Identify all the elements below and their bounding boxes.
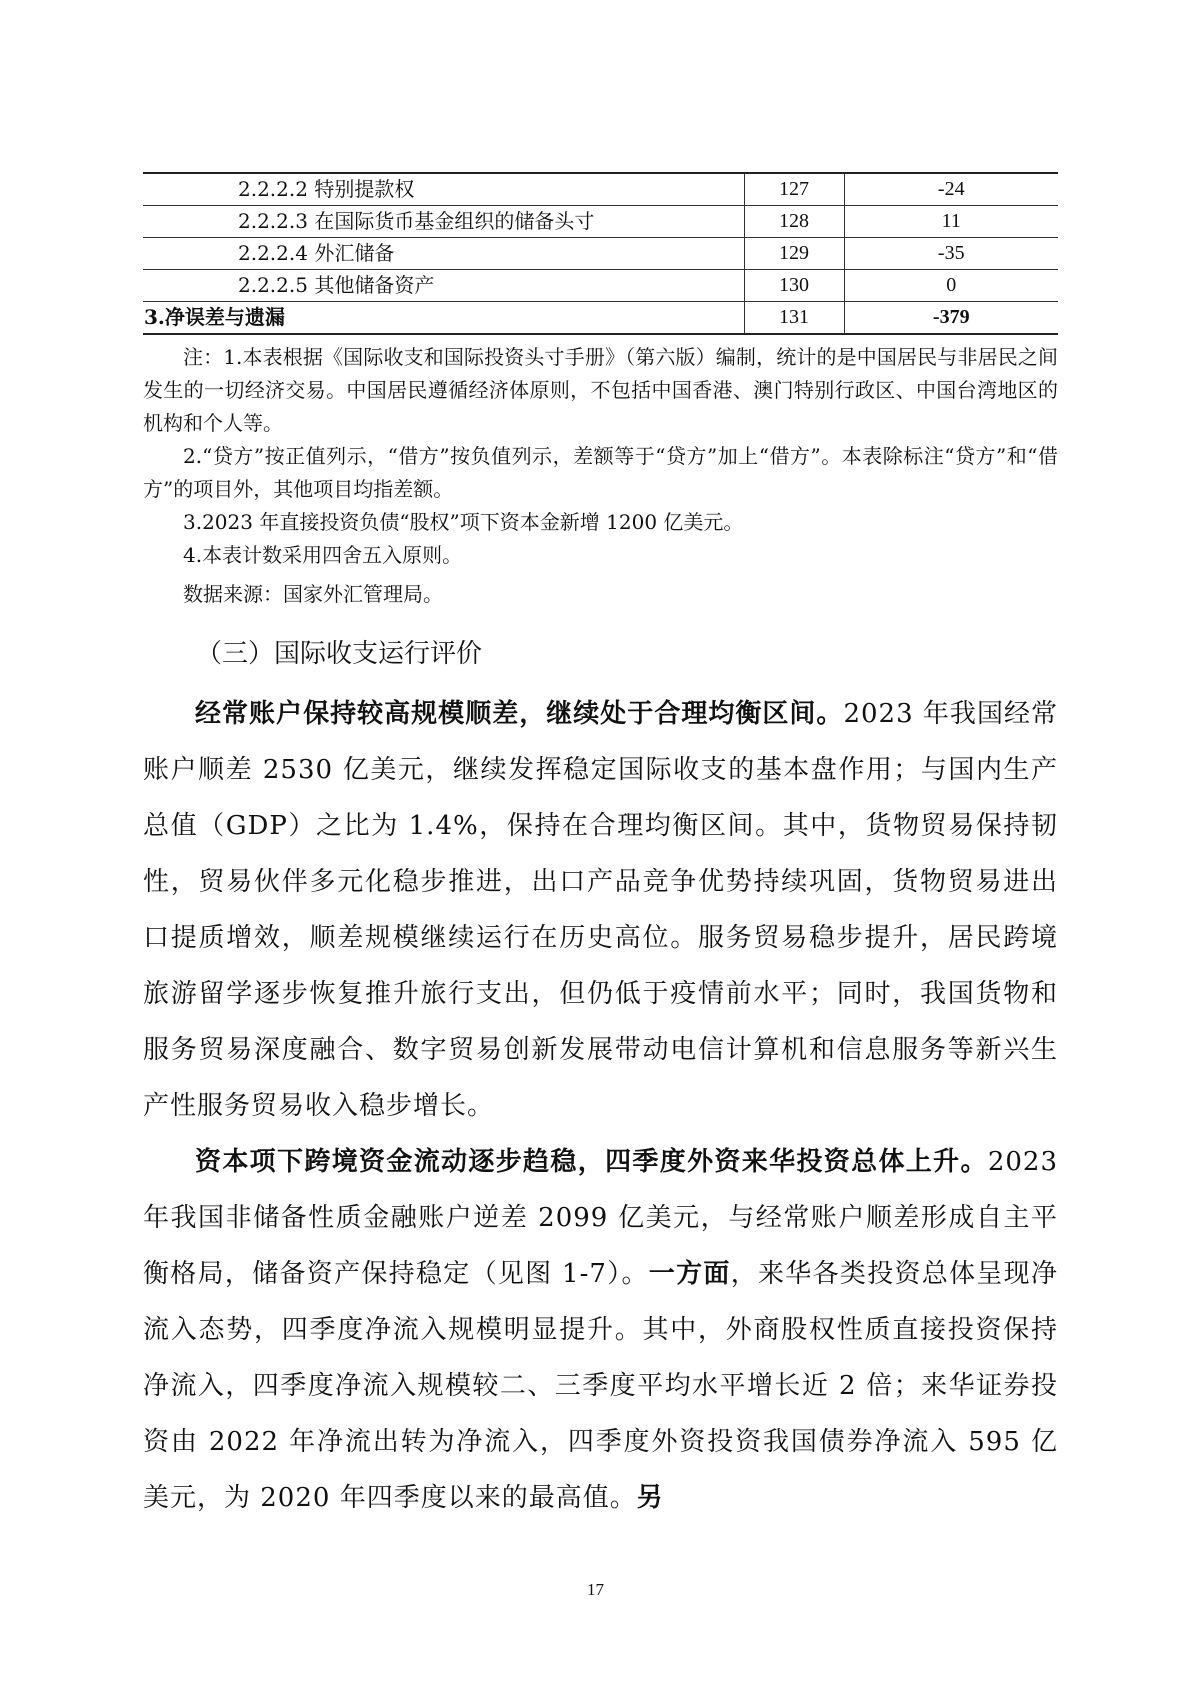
row-code: 131 — [744, 302, 844, 335]
row-code: 130 — [744, 270, 844, 302]
paragraph-2-emphasis: 一方面 — [648, 1259, 731, 1289]
bop-table — [143, 172, 1058, 335]
row-item: 3.净误差与遗漏 — [143, 302, 744, 335]
row-value: 11 — [844, 206, 1058, 238]
paragraph-1-lead: 经常账户保持较高规模顺差，继续处于合理均衡区间。 — [195, 699, 844, 729]
paragraph-1-text: 2023 年我国经常账户顺差 2530 亿美元，继续发挥稳定国际收支的基本盘作用；与国内生产总值（GDP）之比为 1.4%，保持在合理均衡区间。其中，货物贸易保持韧性，贸易伙伴多元化稳步推进，出口产品竞争优势持续巩固，货物贸易进出口提质增效，顺差规模继续运行在历史高位。服务贸易稳步提升，居民跨境旅游留学逐步恢复推升旅行支出，但仍低于疫情前水平；同时，我国货物和服务贸易深度融合、数字贸易创新发展带动电信计算机和信息服务等新兴生产性服务贸易收入稳步增长。 — [143, 699, 1058, 1121]
row-value: -379 — [844, 302, 1058, 335]
row-value: 0 — [844, 270, 1058, 302]
note-4: 4.本表计数采用四舍五入原则。 — [183, 543, 463, 567]
note-3: 3.2023 年直接投资负债“股权”项下资本金新增 1200 亿美元。 — [183, 510, 744, 534]
data-source: 数据来源：国家外汇管理局。 — [183, 582, 443, 606]
table-notes — [143, 341, 1058, 611]
row-value: -24 — [844, 173, 1058, 206]
paragraph-2-lead: 资本项下跨境资金流动逐步趋稳，四季度外资来华投资总体上升。 — [195, 1147, 988, 1177]
table-row — [143, 270, 1058, 302]
note-1: 注：1.本表根据《国际收支和国际投资头寸手册》（第六版）编制，统计的是中国居民与非居民之间发生的一切经济交易。中国居民遵循经济体原则，不包括中国香港、澳门特别行政区、中国台湾地区的机构和个人等。 — [143, 345, 1058, 435]
paragraph-2-text-cont: ，来华各类投资总体呈现净流入态势，四季度净流入规模明显提升。其中，外商股权性质直接投资保持净流入，四季度净流入规模较二、三季度平均水平增长近 2 倍；来华证券投资由 2022 年净流出转为净流入，四季度外资投资我国债券净流入 595 亿美元，为 2020 年四季度以来的最高值。 — [143, 1259, 1058, 1513]
paragraph-1 — [143, 686, 1058, 1134]
section-title: （三）国际收支运行评价 — [196, 639, 483, 669]
row-code: 128 — [744, 206, 844, 238]
row-item: 2.2.2.4 外汇储备 — [143, 238, 744, 270]
note-2: 2.“贷方”按正值列示，“借方”按负值列示，差额等于“贷方”加上“借方”。本表除标注“贷方”和“借方”的项目外，其他项目均指差额。 — [143, 444, 1058, 501]
page-number: 17 — [587, 1580, 604, 1599]
row-item: 2.2.2.5 其他储备资产 — [143, 270, 744, 302]
row-code: 127 — [744, 173, 844, 206]
table-row — [143, 302, 1058, 335]
row-code: 129 — [744, 238, 844, 270]
paragraph-2 — [143, 1134, 1058, 1526]
table-row — [143, 238, 1058, 270]
paragraph-2-trailing: 另 — [636, 1483, 664, 1513]
table-row — [143, 206, 1058, 238]
paragraph-2-text: 2023 年我国非储备性质金融账户逆差 2099 亿美元，与经常账户顺差形成自主平衡格局，储备资产保持稳定（见图 1-7）。 — [143, 1147, 1058, 1289]
row-item: 2.2.2.2 特别提款权 — [143, 173, 744, 206]
row-item: 2.2.2.3 在国际货币基金组织的储备头寸 — [143, 206, 744, 238]
body-text — [143, 686, 1058, 1526]
row-value: -35 — [844, 238, 1058, 270]
table-row — [143, 173, 1058, 206]
